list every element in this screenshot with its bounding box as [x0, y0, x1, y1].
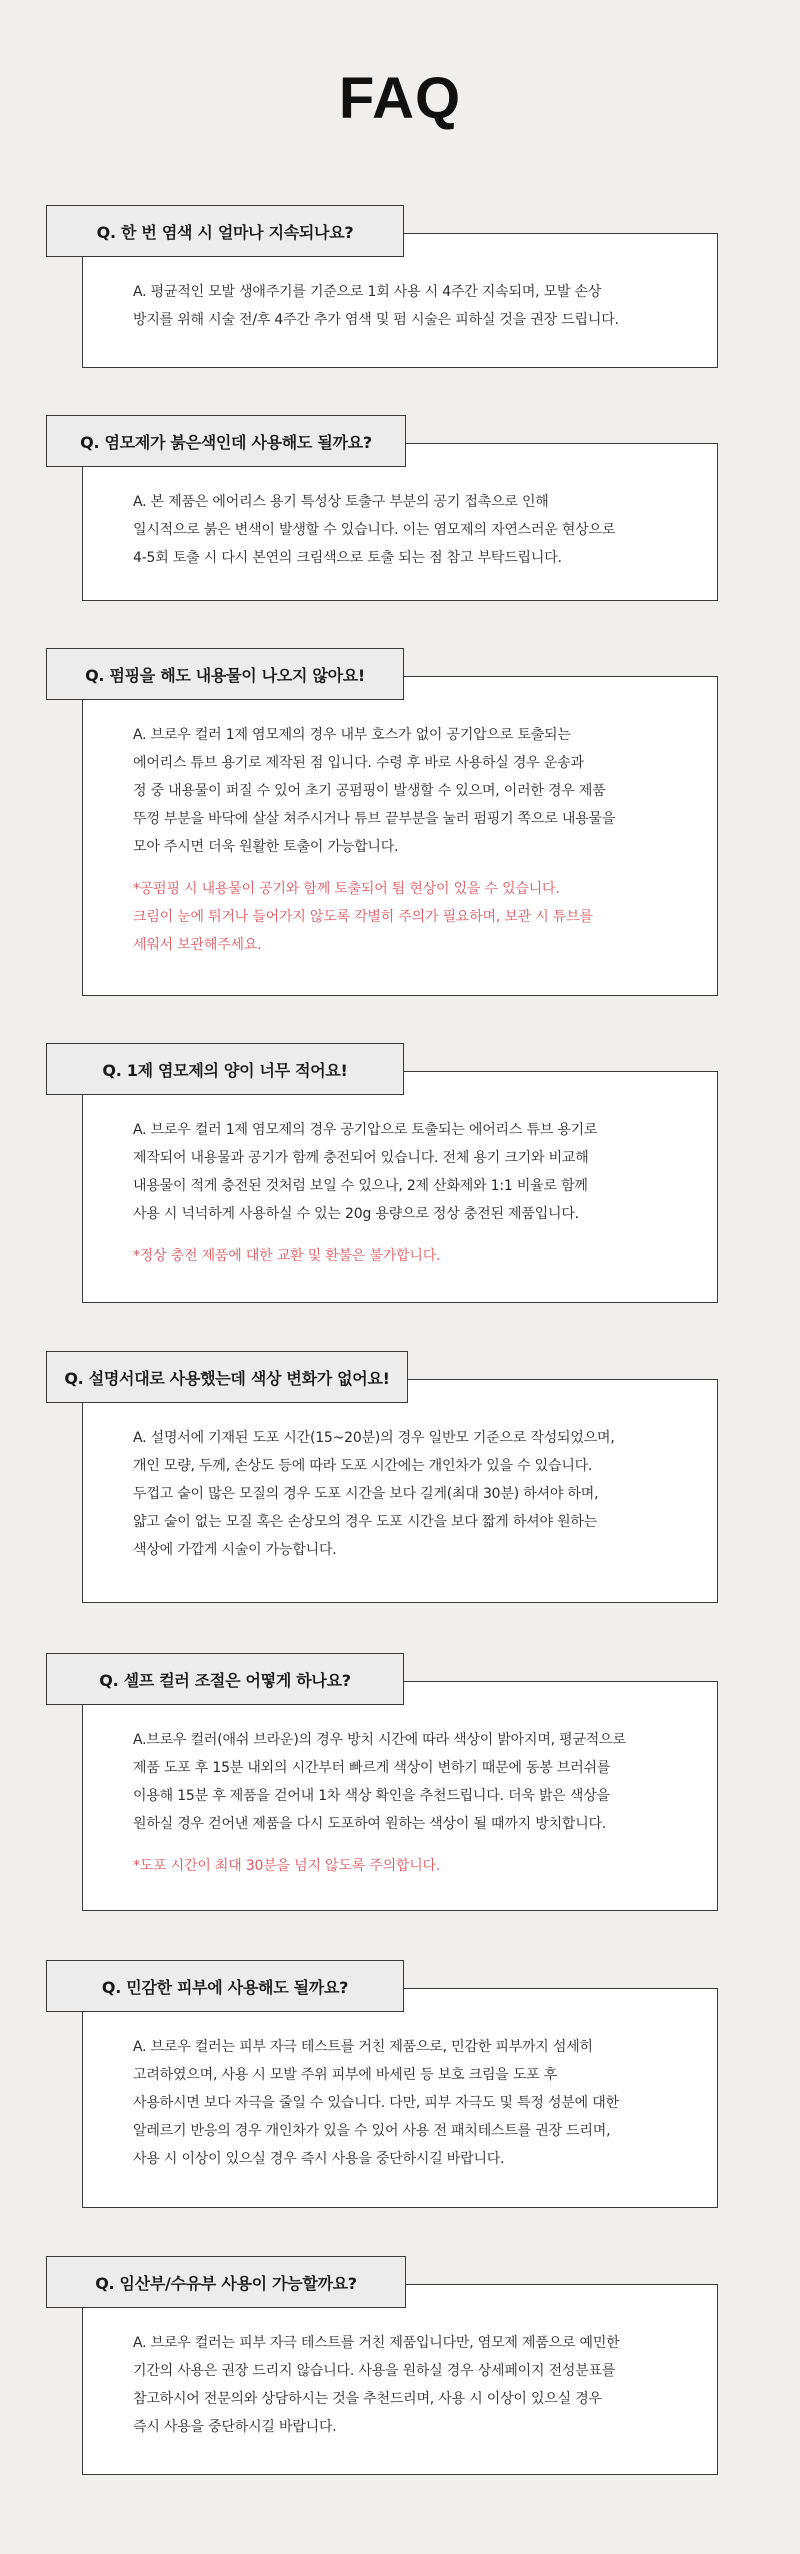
- faq-question[interactable]: Q. 설명서대로 사용했는데 색상 변화가 없어요!: [46, 1351, 408, 1403]
- faq-note: *도포 시간이 최대 30분을 넘지 않도록 주의합니다.: [133, 1858, 441, 1874]
- faq-answer: A.브로우 컬러(애쉬 브라운)의 경우 방치 시간에 따라 색상이 밝아지며, 평균적으로 제품 도포 후 15분 내외의 시간부터 빠르게 색상이 변하기 때문에 동봉 브러쉬를 이용해 15분 후 제품을 걷어내 1차 색상 확인을 추천드립니다. 더욱 밝은 색상을 원하실 경우 걷어낸 제품을 다시 도포하여 원하는 색상이 될 때까지 방치합니다.: [133, 1732, 626, 1832]
- faq-note: *공펌핑 시 내용물이 공기와 함께 토출되어 튐 현상이 있을 수 있습니다. 크림이 눈에 튀거나 들어가지 않도록 각별히 주의가 필요하며, 보관 시 튜브를 세워서 보관해주세요.: [133, 881, 593, 953]
- faq-answer: A. 브로우 컬러는 피부 자극 테스트를 거친 제품으로, 민감한 피부까지 섬세히 고려하였으며, 사용 시 모발 주위 피부에 바세린 등 보호 크림을 도포 후 사용하시면 보다 자극을 줄일 수 있습니다. 다만, 피부 자극도 및 특정 성분에 대한 알레르기 반응의 경우 개인차가 있을 수 있어 사용 전 패치테스트를 권장 드리며, 사용 시 이상이 있으실 경우 즉시 사용을 중단하시길 바랍니다.: [133, 2039, 619, 2167]
- faq-answer: A. 브로우 컬러 1제 염모제의 경우 공기압으로 토출되는 에어리스 튜브 용기로 제작되어 내용물과 공기가 함께 충전되어 있습니다. 전체 용기 크기와 비교해 내용물이 적게 충전된 것처럼 보일 수 있으나, 2제 산화제와 1:1 비율로 함께 사용 시 넉넉하게 사용하실 수 있는 20g 용량으로 정상 충전된 제품입니다.: [133, 1122, 598, 1222]
- faq-answer-box: [82, 676, 718, 996]
- faq-question[interactable]: Q. 염모제가 붉은색인데 사용해도 될까요?: [46, 415, 406, 467]
- faq-answer: A. 설명서에 기재된 도포 시간(15~20분)의 경우 일반모 기준으로 작성되었으며, 개인 모량, 두께, 손상도 등에 따라 도포 시간에는 개인차가 있을 수 있습니다. 두껍고 숱이 많은 모질의 경우 도포 시간을 보다 길게(최대 30분) 하셔야 하며, 얇고 숱이 없는 모질 혹은 손상모의 경우 도포 시간을 보다 짧게 하셔야 원하는 색상에 가깝게 시술이 가능합니다.: [133, 1430, 615, 1558]
- faq-answer: A. 본 제품은 에어리스 용기 특성상 토출구 부분의 공기 접촉으로 인해 일시적으로 붉은 변색이 발생할 수 있습니다. 이는 염모제의 자연스러운 현상으로 4-5회 토출 시 다시 본연의 크림색으로 토출 되는 점 참고 부탁드립니다.: [133, 494, 616, 566]
- faq-answer-box: [82, 1681, 718, 1911]
- faq-answer-box: [82, 1071, 718, 1303]
- faq-answer-box: [82, 1988, 718, 2208]
- faq-question[interactable]: Q. 1제 염모제의 양이 너무 적어요!: [46, 1043, 404, 1095]
- faq-question[interactable]: Q. 한 번 염색 시 얼마나 지속되나요?: [46, 205, 404, 257]
- faq-answer: A. 브로우 컬러는 피부 자극 테스트를 거친 제품입니다만, 염모제 제품으로 예민한 기간의 사용은 권장 드리지 않습니다. 사용을 원하실 경우 상세페이지 전성분표를 참고하시어 전문의와 상담하시는 것을 추천드리며, 사용 시 이상이 있으실 경우 즉시 사용을 중단하시길 바랍니다.: [133, 2335, 620, 2435]
- faq-question[interactable]: Q. 셀프 컬러 조절은 어떻게 하나요?: [46, 1653, 404, 1705]
- faq-answer-box: [82, 1379, 718, 1603]
- page-title: FAQ: [338, 66, 462, 131]
- faq-answer: A. 브로우 컬러 1제 염모제의 경우 내부 호스가 없이 공기압으로 토출되는 에어리스 튜브 용기로 제작된 점 입니다. 수령 후 바로 사용하실 경우 운송과 정 중 내용물이 퍼질 수 있어 초기 공펌핑이 발생할 수 있으며, 이러한 경우 제품 뚜껑 부분을 바닥에 살살 쳐주시거나 튜브 끝부분을 눌러 펌핑기 쪽으로 내용물을 모아 주시면 더욱 원활한 토출이 가능합니다.: [133, 727, 616, 855]
- faq-answer-box: [82, 2284, 718, 2475]
- faq-answer: A. 평균적인 모발 생애주기를 기준으로 1회 사용 시 4주간 지속되며, 모발 손상 방지를 위해 시술 전/후 4주간 추가 염색 및 펌 시술은 피하실 것을 권장 드립니다.: [133, 284, 619, 328]
- faq-question[interactable]: Q. 민감한 피부에 사용해도 될까요?: [46, 1960, 404, 2012]
- faq-note: *정상 충전 제품에 대한 교환 및 환불은 불가합니다.: [133, 1248, 441, 1264]
- faq-question[interactable]: Q. 펌핑을 해도 내용물이 나오지 않아요!: [46, 648, 404, 700]
- faq-question[interactable]: Q. 임산부/수유부 사용이 가능할까요?: [46, 2256, 406, 2308]
